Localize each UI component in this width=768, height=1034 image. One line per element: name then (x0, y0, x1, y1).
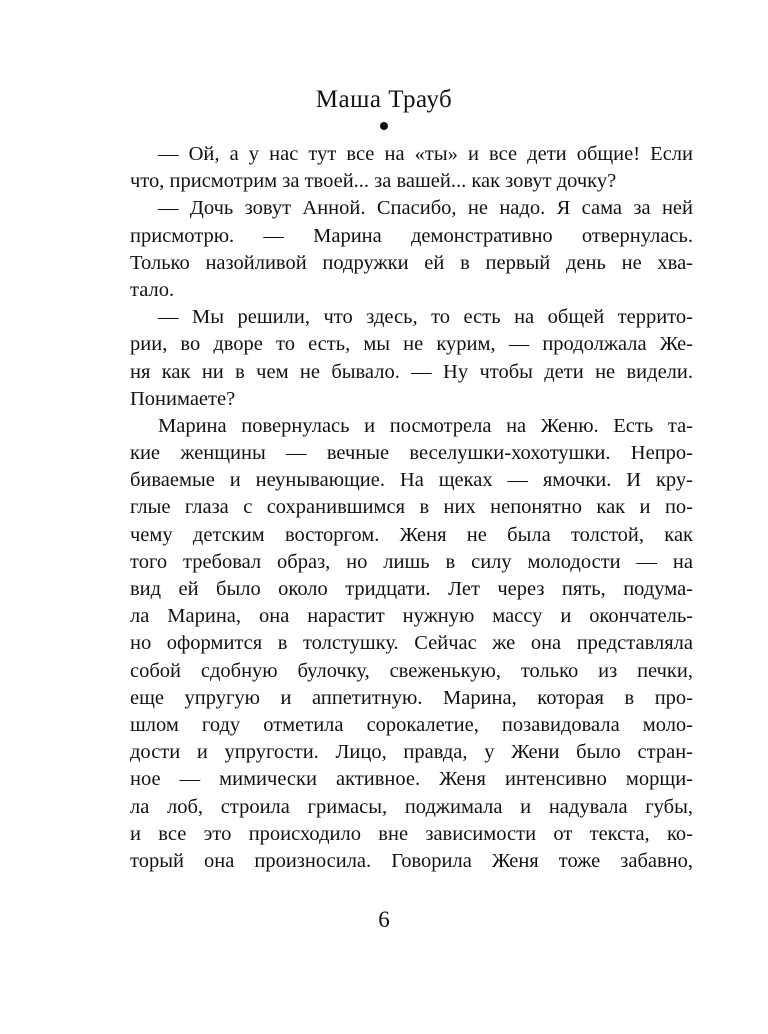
text-line: ла Марина, она нарастит нужную массу и окончатель- (130, 605, 693, 628)
text-line: присмотрю. — Марина демонстративно отвернулась. (130, 224, 693, 247)
text-line: торый она произносила. Говорила Женя тоже забавно, (130, 849, 693, 872)
text-line: рии, во дворе то есть, мы не курим, — продолжала Же- (130, 333, 693, 356)
text-line: Марина повернулась и посмотрела на Женю. Есть та- (158, 414, 693, 437)
running-header (0, 80, 768, 130)
text-line: собой сдобную булочку, свеженькую, только из печки, (130, 659, 693, 682)
text-line: биваемые и неунывающие. На щеках — ямочки. И кру- (130, 469, 693, 492)
text-line: кие женщины — вечные веселушки-хохотушки. Непро- (130, 442, 693, 465)
text-line: ня как ни в чем не бывало. — Ну чтобы дети не видели. (130, 360, 693, 383)
text-line: глые глаза с сохранившимся в них непонятно как и по- (130, 496, 693, 519)
text-line: тало. (130, 278, 175, 301)
text-line: Понимаете? (130, 387, 236, 410)
bullet-ornament-icon (380, 122, 388, 130)
text-line: ла лоб, строила гримасы, поджимала и надувала губы, (130, 795, 693, 818)
text-line: чему детским восторгом. Женя не была толстой, как (130, 523, 693, 546)
text-line: — Мы решили, что здесь, то есть на общей террито- (158, 306, 693, 329)
text-line: что, присмотрим за твоей... за вашей... как зовут дочку? (130, 170, 617, 193)
text-line: — Ой, а у нас тут все на «ты» и все дети общие! Если (158, 143, 693, 165)
text-line: — Дочь зовут Анной. Спасибо, не надо. Я сама за ней (158, 197, 693, 220)
page-number: 6 (378, 907, 390, 932)
author-name: Маша Трауб (315, 86, 453, 113)
text-line: вид ей было около тридцати. Лет через пять, подума- (130, 578, 693, 600)
text-line: еще упругую и аппетитную. Марина, которая в про- (130, 686, 693, 709)
text-line: и все это происходило вне зависимости от текста, ко- (130, 822, 693, 845)
text-line: ное — мимически активное. Женя интенсивно морщи- (130, 768, 693, 791)
text-line: но оформится в толстушку. Сейчас же она представляла (130, 632, 693, 655)
body-text (130, 141, 693, 875)
text-line: дости и упругости. Лицо, правда, у Жени было стран- (130, 741, 693, 764)
text-line: Только назойливой подружки ей в первый день не хва- (130, 251, 693, 274)
text-line: того требовал образ, но лишь в силу молодости — на (130, 550, 693, 573)
text-line: шлом году отметила сорокалетие, позавидовала моло- (130, 713, 693, 736)
